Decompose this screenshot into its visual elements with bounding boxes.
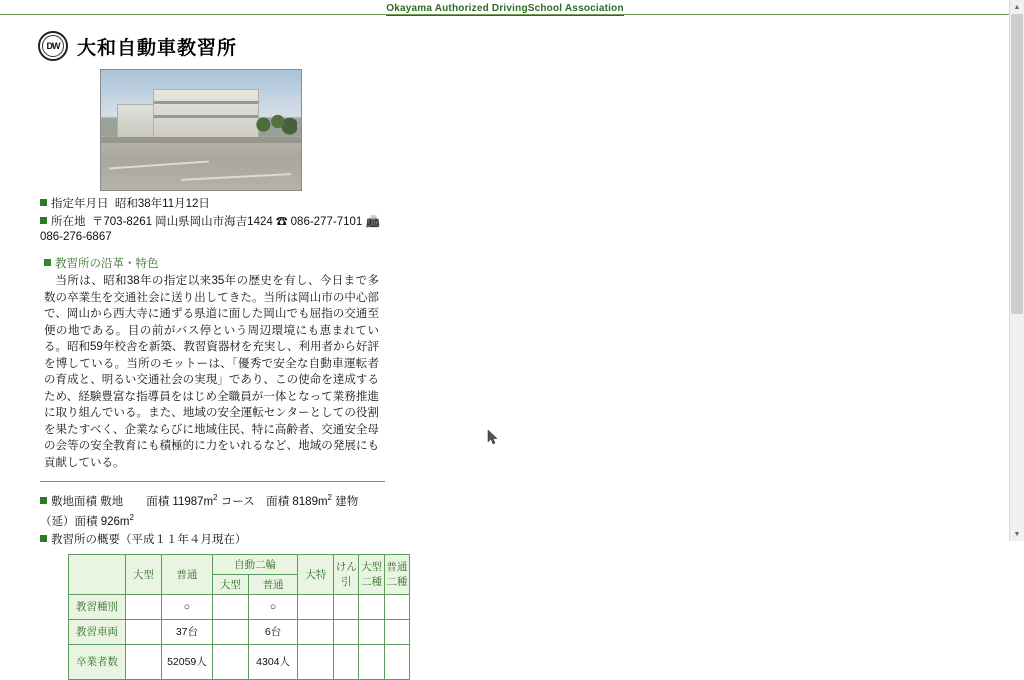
scroll-down-arrow-icon[interactable]: ▼	[1010, 527, 1024, 541]
cell-futsu: ○	[161, 594, 212, 619]
page-title-row	[38, 31, 410, 61]
cell-nirin-futsu: 4304人	[248, 644, 298, 679]
overview-heading	[40, 533, 380, 548]
col-header-ogata: 大型	[126, 554, 162, 594]
col-header-nirin-futsu: 普通	[248, 574, 298, 594]
address-line	[40, 215, 380, 245]
cell-otoku	[298, 619, 334, 644]
page-title: 大和自動車教習所	[77, 37, 238, 59]
history-body: 当所は、昭和38年の指定以来35年の歴史を有し、今日まで多数の卒業生を交通社会に送り出してきた。当所は岡山市の中心部で、岡山から西大寺に通ずる県道に面した岡山でも屈指の交通至便の地である。目の前がバス停という周辺環境にも恵まれている。昭和59年校舎を新築、教習資器材を充実し、利用者から好評を博している。当所のモットーは、「優秀で安全な自動車運転者の育成と、明るい交通社会の実現」であり、この使命を達成するため、経験豊富な指導員をはじめ全職員が一体となって業務推進に取り組んでいる。また、地域の安全運転センターとしての役割を果たすべく、企業ならびに地域住民、特に高齢者、交通安全母の会等の安全教育にも積極的に力をいれるなど、地域の発展にも貢献している。	[44, 275, 379, 469]
col-header-nirin: 自動二輪	[212, 554, 297, 574]
col-header-otoku: 大特	[298, 554, 334, 594]
designation-line	[40, 197, 380, 212]
col-header-kenin: けん引	[334, 554, 359, 594]
row-label: 教習種別	[69, 594, 126, 619]
cell-ogata-nishu	[359, 644, 384, 679]
area-line	[40, 490, 380, 530]
designation-label: 指定年月日	[51, 198, 109, 210]
school-photo-wrap	[100, 69, 410, 191]
overview-table-wrap	[68, 554, 410, 680]
cell-futsu-nishu	[384, 594, 409, 619]
table-corner-cell	[69, 554, 126, 594]
table-header-row-1	[69, 554, 410, 574]
cell-nirin-ogata	[212, 594, 248, 619]
bullet-square-icon	[40, 535, 47, 542]
cell-kenin	[334, 594, 359, 619]
address-label: 所在地	[51, 216, 86, 228]
overview-heading-text: 教習所の概要（平成１１年４月現在）	[51, 533, 247, 546]
scrollbar-thumb[interactable]	[1011, 14, 1023, 314]
cell-futsu: 52059人	[161, 644, 212, 679]
cell-ogata-nishu	[359, 594, 384, 619]
cell-nirin-futsu: 6台	[248, 619, 298, 644]
photo-course-ground	[101, 137, 301, 190]
overview-table	[68, 554, 410, 680]
photo-trees	[249, 106, 297, 137]
cell-otoku	[298, 594, 334, 619]
cell-kenin	[334, 619, 359, 644]
mouse-cursor	[488, 430, 498, 445]
school-logo-text: DW	[46, 41, 60, 51]
bullet-square-icon	[40, 217, 47, 224]
cell-ogata	[126, 619, 162, 644]
table-row	[69, 594, 410, 619]
bullet-square-icon	[40, 199, 47, 206]
cell-nirin-ogata	[212, 644, 248, 679]
table-row	[69, 644, 410, 679]
section-divider	[40, 481, 385, 482]
cell-kenin	[334, 644, 359, 679]
page-scrollbar[interactable]	[1009, 0, 1024, 541]
bullet-square-icon	[44, 259, 51, 266]
address-value: 〒703-8261 岡山県岡山市海吉1424 ☎ 086-277-7101 📠 086-276-6867	[40, 216, 380, 243]
cell-ogata-nishu	[359, 619, 384, 644]
site-banner-inner	[0, 0, 1010, 16]
cell-futsu-nishu	[384, 619, 409, 644]
row-label: 卒業者数	[69, 644, 126, 679]
history-heading	[44, 255, 410, 271]
association-title: Okayama Authorized DrivingSchool Association	[386, 3, 624, 14]
area-value: 敷地 面積 $11987m^2$ コース 面積 $8189m^2$ 建物（延）面積 $926m^2$	[40, 493, 359, 528]
cell-nirin-futsu: ○	[248, 594, 298, 619]
cell-ogata	[126, 594, 162, 619]
site-banner	[0, 0, 1010, 15]
scroll-up-arrow-icon[interactable]: ▲	[1010, 0, 1024, 14]
photo-shadow	[101, 137, 301, 143]
col-header-nirin-ogata: 大型	[212, 574, 248, 594]
content-column	[0, 15, 410, 680]
photo-main-building	[153, 89, 259, 139]
cell-futsu: 37台	[161, 619, 212, 644]
school-photo	[100, 69, 302, 191]
row-label: 教習車両	[69, 619, 126, 644]
area-label: 敷地面積	[51, 495, 97, 508]
designation-value: 昭和38年11月12日	[114, 198, 210, 210]
school-logo-icon	[38, 31, 68, 61]
cell-otoku	[298, 644, 334, 679]
col-header-futsu: 普通	[161, 554, 212, 594]
history-heading-text: 教習所の沿革・特色	[55, 258, 159, 270]
cell-nirin-ogata	[212, 619, 248, 644]
cell-futsu-nishu	[384, 644, 409, 679]
col-header-ogata-nishu: 大型二種	[359, 554, 384, 594]
bullet-square-icon	[40, 497, 47, 504]
table-row	[69, 619, 410, 644]
col-header-futsu-nishu: 普通二種	[384, 554, 409, 594]
cell-ogata	[126, 644, 162, 679]
